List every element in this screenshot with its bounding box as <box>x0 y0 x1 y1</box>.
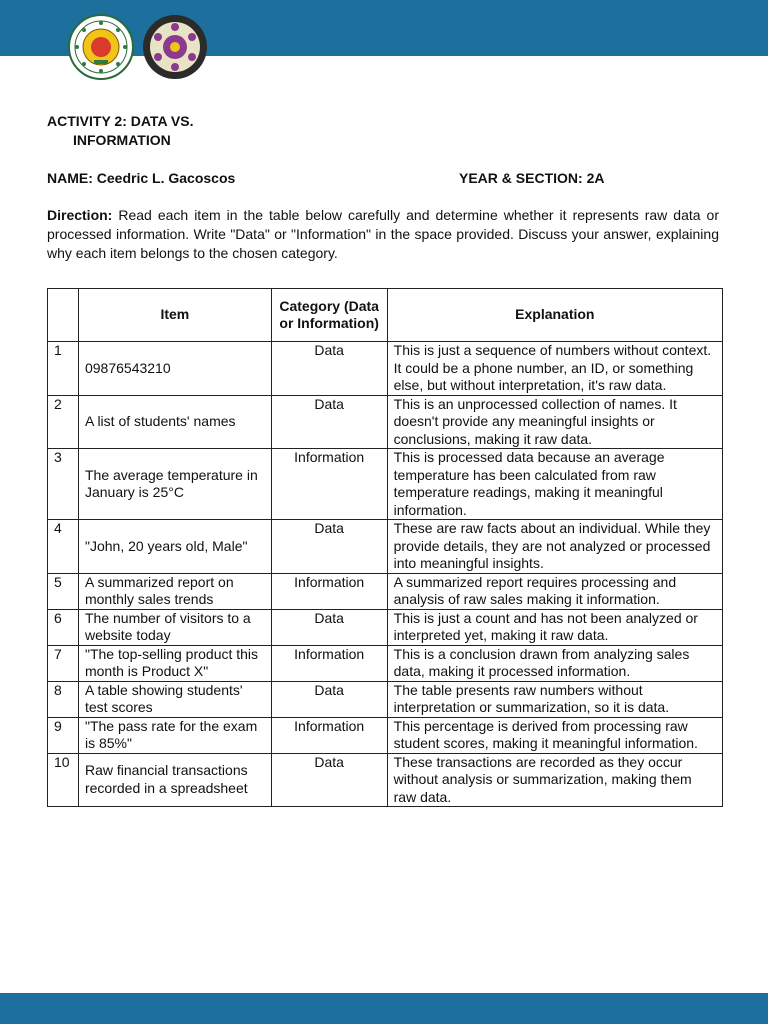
table-row <box>48 342 723 396</box>
row-number: 3 <box>48 449 79 520</box>
row-category: Data <box>271 753 387 807</box>
row-explanation: This is just a sequence of numbers without context. It could be a phone number, an ID, or something else, but without interpretation, it's raw data. <box>387 342 722 396</box>
header-number <box>48 289 79 342</box>
row-explanation: This is just a count and has not been analyzed or interpreted yet, making it raw data. <box>387 609 722 645</box>
row-item: A summarized report on monthly sales trends <box>78 573 271 609</box>
table-row <box>48 609 723 645</box>
row-number: 7 <box>48 645 79 681</box>
row-explanation: This is an unprocessed collection of names. It doesn't provide any meaningful insights or conclusions, making it raw data. <box>387 395 722 449</box>
header-category: Category (Data or Information) <box>271 289 387 342</box>
college-seal-logo <box>142 14 208 80</box>
year-section: YEAR & SECTION: 2A <box>459 170 605 186</box>
activity-title-line2: INFORMATION <box>73 132 171 148</box>
direction-label: Direction: <box>47 207 113 223</box>
data-vs-information-table <box>47 288 723 807</box>
direction-text: Read each item in the table below carefully and determine whether it represents raw data or processed information. Write "Data" or "Information" in the space provided. Discuss your answer, explaining why each item belongs to the chosen category. <box>47 207 719 261</box>
row-number: 4 <box>48 520 79 574</box>
table-row <box>48 717 723 753</box>
row-category: Data <box>271 681 387 717</box>
row-number: 1 <box>48 342 79 396</box>
row-number: 10 <box>48 753 79 807</box>
table-row <box>48 449 723 520</box>
row-category: Data <box>271 520 387 574</box>
table-header-row <box>48 289 723 342</box>
table-row <box>48 395 723 449</box>
row-category: Data <box>271 609 387 645</box>
table-row <box>48 753 723 807</box>
row-category: Information <box>271 573 387 609</box>
row-number: 2 <box>48 395 79 449</box>
row-item: A table showing students' test scores <box>78 681 271 717</box>
row-category: Information <box>271 717 387 753</box>
university-seal-logo <box>68 14 134 80</box>
row-item: Raw financial transactions recorded in a spreadsheet <box>78 753 271 807</box>
table-row <box>48 681 723 717</box>
row-item: "The pass rate for the exam is 85%" <box>78 717 271 753</box>
header-logos <box>68 14 208 84</box>
row-number: 8 <box>48 681 79 717</box>
table-row <box>48 520 723 574</box>
row-item: 09876543210 <box>78 342 271 396</box>
row-item: "John, 20 years old, Male" <box>78 520 271 574</box>
activity-title <box>47 112 194 150</box>
row-number: 6 <box>48 609 79 645</box>
row-explanation: These are raw facts about an individual. While they provide details, they are not analyzed or processed into meaningful insights. <box>387 520 722 574</box>
row-explanation: These transactions are recorded as they occur without analysis or summarization, making them raw data. <box>387 753 722 807</box>
row-category: Data <box>271 342 387 396</box>
row-category: Information <box>271 645 387 681</box>
header-item: Item <box>78 289 271 342</box>
row-number: 5 <box>48 573 79 609</box>
table-row <box>48 573 723 609</box>
row-number: 9 <box>48 717 79 753</box>
row-explanation: This is a conclusion drawn from analyzing sales data, making it processed information. <box>387 645 722 681</box>
row-item: The average temperature in January is 25°C <box>78 449 271 520</box>
direction-paragraph <box>47 206 719 263</box>
row-explanation: This is processed data because an average temperature has been calculated from raw temperature readings, making it meaningful information. <box>387 449 722 520</box>
row-category: Data <box>271 395 387 449</box>
row-explanation: A summarized report requires processing and analysis of raw sales making it information. <box>387 573 722 609</box>
activity-title-line1: ACTIVITY 2: DATA VS. <box>47 113 194 129</box>
student-name: NAME: Ceedric L. Gacoscos <box>47 170 236 186</box>
row-item: "The top-selling product this month is Product X" <box>78 645 271 681</box>
bottom-color-band <box>0 993 768 1024</box>
row-explanation: This percentage is derived from processing raw student scores, making it meaningful information. <box>387 717 722 753</box>
row-item: The number of visitors to a website today <box>78 609 271 645</box>
row-category: Information <box>271 449 387 520</box>
header-explanation: Explanation <box>387 289 722 342</box>
table-row <box>48 645 723 681</box>
row-explanation: The table presents raw numbers without interpretation or summarization, so it is data. <box>387 681 722 717</box>
row-item: A list of students' names <box>78 395 271 449</box>
